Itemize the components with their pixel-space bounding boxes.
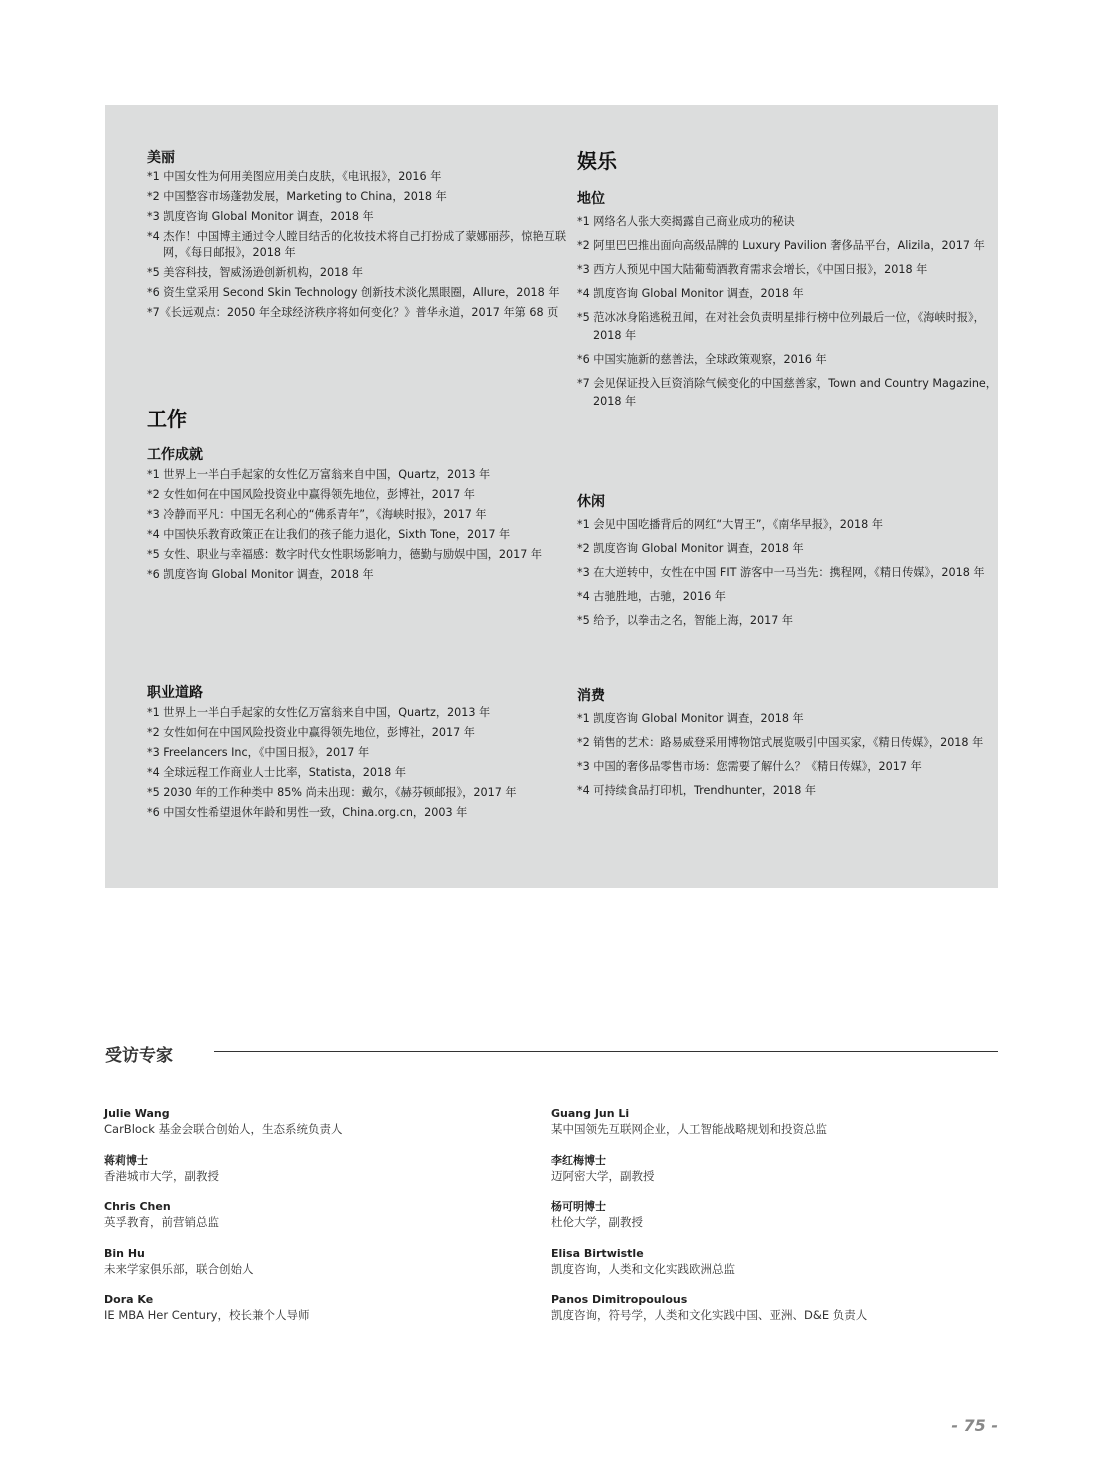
ref-item: *1 网络名人张大奕揭露自己商业成功的秘诀 (577, 215, 795, 228)
ref-item: *3 Freelancers Inc，《中国日报》，2017 年 (147, 746, 370, 759)
experts-divider (214, 1051, 998, 1052)
ref-item: *2 凯度咨询 Global Monitor 调查，2018 年 (577, 542, 804, 555)
ref-item: *4 古驰胜地，古驰，2016 年 (577, 590, 726, 603)
expert-role: CarBlock 基金会联合创始人，生态系统负责人 (104, 1122, 343, 1136)
ref-item: *2 女性如何在中国风险投资业中赢得领先地位，彭博社，2017 年 (147, 488, 475, 501)
leisure-refs (577, 516, 997, 636)
ref-item: *3 西方人预见中国大陆葡萄酒教育需求会增长，《中国日报》，2018 年 (577, 263, 928, 276)
ref-item: *5 给予，以拳击之名，智能上海，2017 年 (577, 614, 794, 627)
expert-role: 凯度咨询，人类和文化实践欧洲总监 (551, 1262, 735, 1276)
ref-item: *2 销售的艺术：路易威登采用博物馆式展览吸引中国买家，《精日传媒》，2018 年 (577, 736, 984, 749)
expert-entry (104, 1153, 534, 1185)
status-refs (577, 213, 997, 417)
expert-name: Julie Wang (104, 1107, 170, 1120)
expert-entry (551, 1246, 981, 1278)
ref-item: *2 女性如何在中国风险投资业中赢得领先地位，彭博社，2017 年 (147, 726, 475, 739)
ref-item: *2 中国整容市场蓬勃发展，Marketing to China，2018 年 (147, 190, 447, 203)
expert-name: 蒋莉博士 (104, 1154, 148, 1167)
ref-item: *1 会见中国吃播背后的网红“大胃王”，《南华早报》，2018 年 (577, 518, 884, 531)
expert-name: Dora Ke (104, 1293, 154, 1306)
expert-name: Panos Dimitropoulous (551, 1293, 688, 1306)
ref-item: *4 全球远程工作商业人士比率，Statista，2018 年 (147, 766, 407, 779)
ref-item: *5 2030 年的工作种类中 85% 尚未出现：戴尔，《赫芬顿邮报》，2017 年 (147, 786, 517, 799)
expert-name: 李红梅博士 (551, 1154, 606, 1167)
ref-item: *7《长远观点：2050 年全球经济秩序将如何变化？》普华永道，2017 年第 68 页 (147, 306, 559, 319)
ref-item: *5 美容科技，智威汤逊创新机构，2018 年 (147, 266, 364, 279)
ref-item: *5 女性、职业与幸福感：数字时代女性职场影响力，德勤与励娱中国，2017 年 (147, 548, 543, 561)
consumption-heading: 消费 (577, 688, 605, 704)
expert-entry (551, 1106, 981, 1138)
work-heading: 工作 (147, 407, 187, 431)
expert-role: 迈阿密大学，副教授 (551, 1169, 655, 1183)
ref-item: *4 中国快乐教育政策正在让我们的孩子能力退化，Sixth Tone，2017 年 (147, 528, 511, 541)
expert-entry (551, 1153, 981, 1185)
ref-item: *3 在大逆转中，女性在中国 FIT 游客中一马当先：携程网，《精日传媒》，2018 年 (577, 566, 985, 579)
ref-item: *4 可持续食品打印机，Trendhunter，2018 年 (577, 784, 817, 797)
references-panel (105, 105, 998, 888)
expert-name: 杨可明博士 (551, 1200, 606, 1213)
expert-name: Chris Chen (104, 1200, 171, 1213)
ref-item: *3 中国的奢侈品零售市场：您需要了解什么？《精日传媒》，2017 年 (577, 760, 922, 773)
expert-entry (104, 1292, 534, 1324)
ref-item: *2 阿里巴巴推出面向高级品牌的 Luxury Pavilion 奢侈品平台，Alizila，2017 年 (577, 239, 985, 252)
expert-entry (104, 1199, 534, 1231)
expert-role: 某中国领先互联网企业，人工智能战略规划和投资总监 (551, 1122, 827, 1136)
expert-role: 英孚教育，前营销总监 (104, 1215, 219, 1229)
expert-name: Guang Jun Li (551, 1107, 630, 1120)
ref-item: *3 凯度咨询 Global Monitor 调查，2018 年 (147, 210, 374, 223)
page-number: - 75 - (951, 1416, 998, 1435)
expert-entry (104, 1106, 534, 1138)
expert-role: IE MBA Her Century，校长兼个人导师 (104, 1308, 310, 1322)
ref-item: *4 凯度咨询 Global Monitor 调查，2018 年 (577, 287, 804, 300)
expert-role: 凯度咨询，符号学，人类和文化实践中国、亚洲、D&E 负责人 (551, 1308, 868, 1322)
ref-item: *1 凯度咨询 Global Monitor 调查，2018 年 (577, 712, 804, 725)
ref-item: *6 中国女性希望退休年龄和男性一致，China.org.cn，2003 年 (147, 806, 468, 819)
expert-name: Bin Hu (104, 1247, 145, 1260)
ref-item: *6 中国实施新的慈善法，全球政策观察，2016 年 (577, 353, 827, 366)
ref-item: *4 杰作！中国博主通过令人瞠目结舌的化妆技术将自己打扮成了蒙娜丽莎，惊艳互联网，《每日邮报》，2018 年 (147, 230, 567, 259)
expert-entry (104, 1246, 534, 1278)
career-refs (147, 705, 567, 825)
consumption-refs (577, 710, 997, 806)
ref-item: *1 中国女性为何用美图应用美白皮肤，《电讯报》，2016 年 (147, 170, 442, 183)
work-achievement-refs (147, 467, 567, 587)
ref-item: *6 资生堂采用 Second Skin Technology 创新技术淡化黑眼圈，Allure，2018 年 (147, 286, 560, 299)
ref-item: *5 范冰冰身陷逃税丑闻，在对社会负责明星排行榜中位列最后一位，《海峡时报》，2018 年 (577, 311, 985, 342)
ref-item: *1 世界上一半白手起家的女性亿万富翁来自中国，Quartz，2013 年 (147, 468, 491, 481)
entertainment-heading: 娱乐 (577, 149, 617, 173)
career-heading: 职业道路 (147, 685, 203, 701)
status-heading: 地位 (577, 191, 605, 207)
expert-entry (551, 1292, 981, 1324)
ref-item: *7 会见保证投入巨资消除气候变化的中国慈善家，Town and Country Magazine，2018 年 (577, 377, 997, 408)
expert-role: 杜伦大学，副教授 (551, 1215, 643, 1229)
expert-role: 未来学家俱乐部，联合创始人 (104, 1262, 254, 1276)
ref-item: *6 凯度咨询 Global Monitor 调查，2018 年 (147, 568, 374, 581)
ref-item: *1 世界上一半白手起家的女性亿万富翁来自中国，Quartz，2013 年 (147, 706, 491, 719)
expert-entry (551, 1199, 981, 1231)
expert-name: Elisa Birtwistle (551, 1247, 644, 1260)
leisure-heading: 休闲 (577, 494, 605, 510)
ref-item: *3 冷静而平凡：中国无名利心的“佛系青年”，《海峡时报》，2017 年 (147, 508, 487, 521)
beauty-heading: 美丽 (147, 150, 175, 166)
experts-title: 受访专家 (105, 1046, 173, 1066)
beauty-refs (147, 169, 567, 325)
work-achievement-heading: 工作成就 (147, 447, 203, 463)
expert-role: 香港城市大学，副教授 (104, 1169, 219, 1183)
